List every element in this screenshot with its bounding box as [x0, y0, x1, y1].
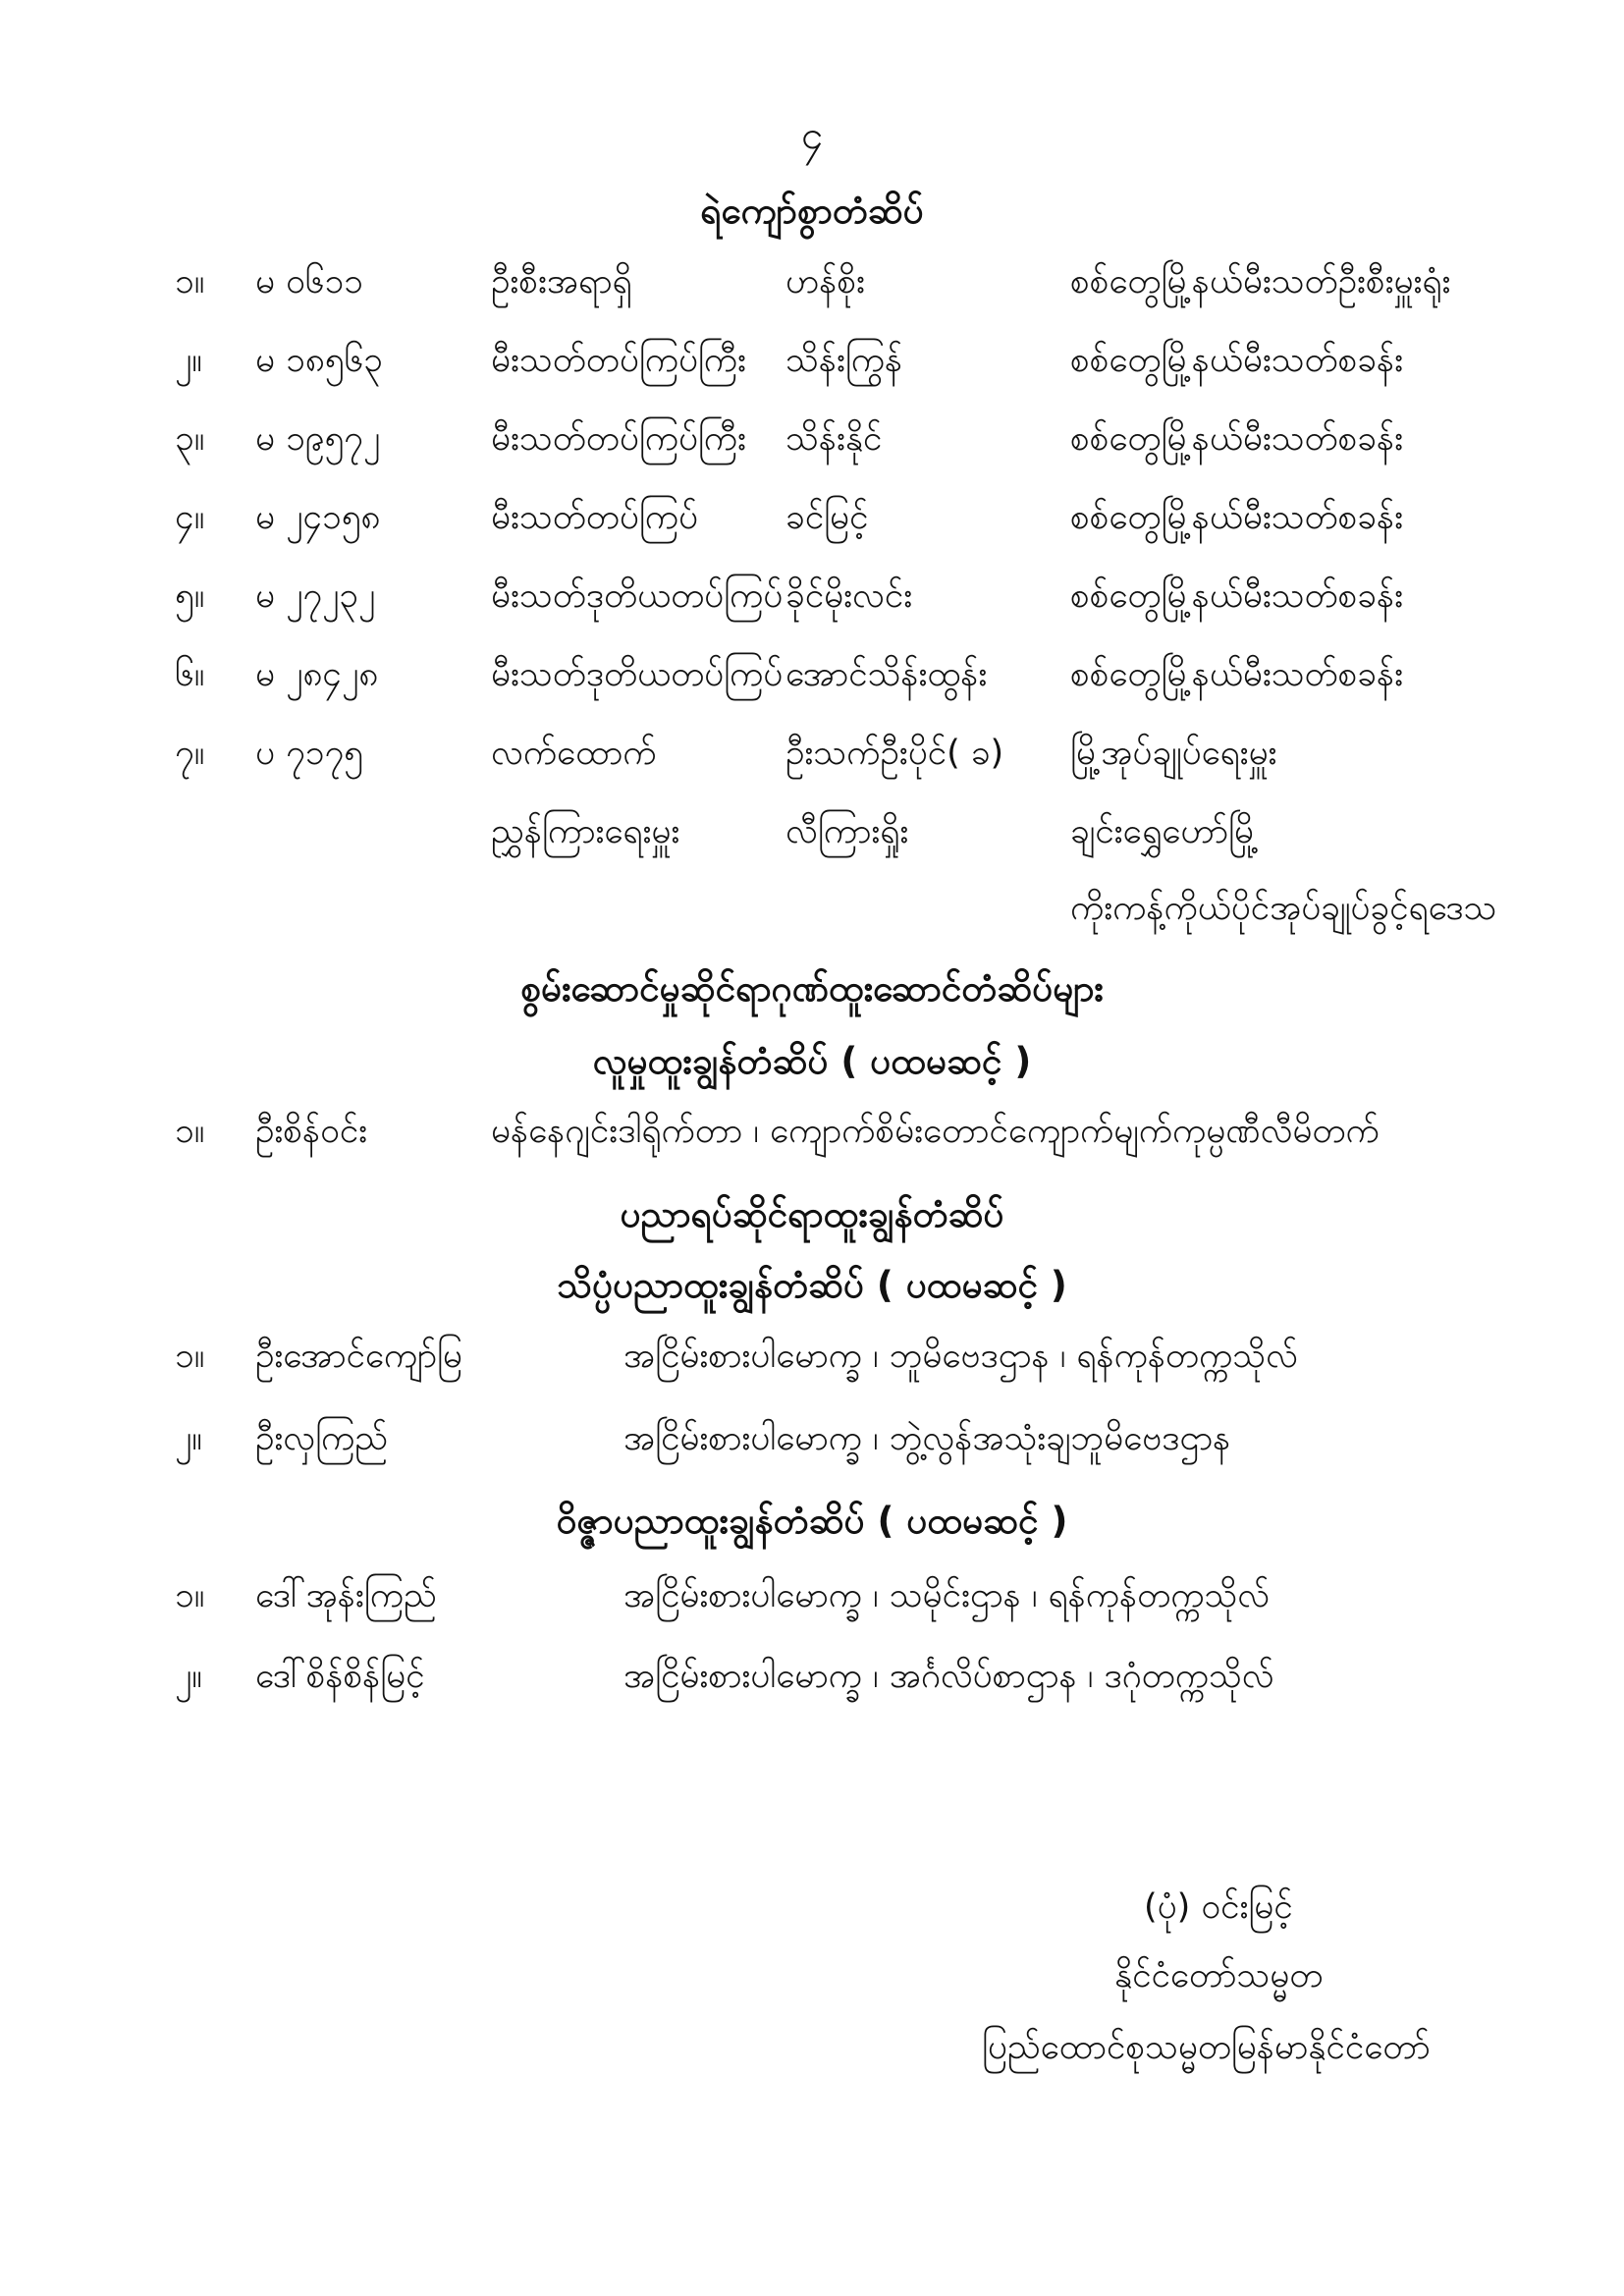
- recipient-name: ဦးသက်ဦးပိုင်( ခ): [785, 734, 1004, 773]
- row-number: ၂။: [175, 341, 202, 380]
- recipient-name: ခင်မြင့်: [785, 498, 869, 537]
- rank: မီးသတ်တပ်ကြပ်ကြီး: [491, 341, 746, 380]
- section-title-medal: ရဲကျော်စွာတံဆိပ်: [700, 190, 924, 232]
- row-number: ၁။: [175, 262, 205, 301]
- workplace: စစ်တွေမြို့နယ်မီးသတ်ဦးစီးမှူးရုံး: [1070, 262, 1451, 301]
- workplace: စစ်တွေမြို့နယ်မီးသတ်စခန်း: [1070, 655, 1403, 694]
- service-number: မ ၁၈၅၆၃: [255, 341, 383, 380]
- rank: မီးသတ်ဒုတိယတပ်ကြပ်: [491, 576, 784, 616]
- rank: ဦးစီးအရာရှိ: [491, 262, 632, 301]
- rank: မီးသတ်တပ်ကြပ်ကြီး: [491, 419, 746, 459]
- row-number: ၂။: [175, 1657, 202, 1696]
- page-number: ၄: [800, 113, 824, 158]
- signatory-title: နိုင်ငံတော်သမ္မတ: [1114, 1956, 1324, 1995]
- recipient-name: သိန်းနိုင်: [785, 419, 883, 459]
- recipient-detail: အငြိမ်းစားပါမောက္ခ ၊ ဘွဲ့လွန်အသုံးချဘူမိဗေဒဌာန: [623, 1419, 1231, 1458]
- recipient-name: ဟန်စိုး: [785, 262, 865, 301]
- recipient-detail: အငြိမ်းစားပါမောက္ခ ၊ ဘူမိဗေဒဌာန ၊ ရန်ကုန်တက္ကသိုလ်: [623, 1337, 1298, 1376]
- row-number: ၇။: [175, 734, 205, 773]
- service-number: မ ၂၇၂၃၂: [255, 576, 376, 616]
- workplace: စစ်တွေမြို့နယ်မီးသတ်စခန်း: [1070, 341, 1403, 380]
- row-number: ၃။: [175, 419, 205, 459]
- row-number: ၁။: [175, 1576, 205, 1615]
- workplace: စစ်တွေမြို့နယ်မီးသတ်စခန်း: [1070, 576, 1403, 616]
- recipient-name: ခိုင်မိုးလင်း: [785, 576, 913, 616]
- service-number: မ ၁၉၅၇၂: [255, 419, 381, 459]
- recipient-name: ဦးစိန်ဝင်း: [255, 1112, 368, 1151]
- workplace: မြို့အုပ်ချုပ်ရေးမှူး: [1070, 734, 1277, 773]
- service-number: မ ၂၄၁၅၈: [255, 498, 381, 537]
- recipient-detail: အငြိမ်းစားပါမောက္ခ ၊ သမိုင်းဌာန ၊ ရန်ကုန်တက္ကသိုလ်: [623, 1576, 1271, 1615]
- recipient-name-continued: လီကြားရှိုး: [785, 812, 909, 851]
- rank: မီးသတ်တပ်ကြပ်: [491, 498, 698, 537]
- service-number: မ ၀၆၁၁: [255, 262, 363, 301]
- row-number: ၂။: [175, 1419, 202, 1458]
- recipient-name: သိန်းကြွန်: [785, 341, 903, 380]
- recipient-name: ဦးအောင်ကျော်မြ: [255, 1337, 462, 1376]
- workplace: စစ်တွေမြို့နယ်မီးသတ်စခန်း: [1070, 498, 1403, 537]
- recipient-name: ဒေါ်စိန်စိန်မြင့်: [255, 1657, 425, 1696]
- row-number: ၆။: [175, 655, 205, 694]
- rank: လက်ထောက်: [491, 734, 657, 773]
- section-title-academic: ပညာရပ်ဆိုင်ရာထူးချွန်တံဆိပ်: [620, 1193, 1004, 1235]
- row-number: ၅။: [175, 576, 205, 616]
- rank: မီးသတ်ဒုတိယတပ်ကြပ်: [491, 655, 784, 694]
- workplace-continued: ကိုးကန့်ကိုယ်ပိုင်အုပ်ချုပ်ခွင့်ရဒေသ: [1070, 889, 1497, 928]
- section-subtitle-social: လူမှုထူးချွန်တံဆိပ် ( ပထမဆင့် ): [592, 1040, 1032, 1082]
- service-number: ပ ၇၁၇၅: [255, 734, 363, 773]
- workplace: စစ်တွေမြို့နယ်မီးသတ်စခန်း: [1070, 419, 1403, 459]
- workplace-continued: ချင်းရွှေဟော်မြို့: [1070, 812, 1260, 851]
- section-subtitle-science: သိပ္ပံပညာထူးချွန်တံဆိပ် ( ပထမဆင့် ): [557, 1264, 1067, 1306]
- section-subtitle-arts: ဝိဇ္ဇာပညာထူးချွန်တံဆိပ် ( ပထမဆင့် ): [556, 1500, 1068, 1542]
- recipient-detail: အငြိမ်းစားပါမောက္ခ ၊ အင်္ဂလိပ်စာဌာန ၊ ဒဂုံတက္ကသိုလ်: [623, 1657, 1274, 1696]
- section-title-performance: စွမ်းဆောင်မှုဆိုင်ရာဂုဏ်ထူးဆောင်တံဆိပ်များ: [520, 967, 1104, 1010]
- rank-continued: ညွှန်ကြားရေးမှူး: [491, 812, 680, 851]
- row-number: ၄။: [175, 498, 205, 537]
- service-number: မ ၂၈၄၂၈: [255, 655, 379, 694]
- recipient-name: အောင်သိန်းထွန်း: [785, 655, 988, 694]
- signatory-country: ပြည်ထောင်စုသမ္မတမြန်မာနိုင်ငံတော်: [982, 2028, 1431, 2067]
- row-number: ၁။: [175, 1112, 205, 1151]
- recipient-name: ဒေါ်အုန်းကြည်: [255, 1576, 437, 1615]
- signatory-name: (ပုံ) ဝင်းမြင့်: [1144, 1887, 1293, 1927]
- recipient-detail: မန်နေဂျင်းဒါရိုက်တာ ၊ ကျောက်စိမ်းတောင်ကျောက်မျက်ကုမ္ပဏီလီမိတက်: [491, 1112, 1380, 1151]
- row-number: ၁။: [175, 1337, 205, 1376]
- recipient-name: ဦးလှကြည်: [255, 1419, 389, 1458]
